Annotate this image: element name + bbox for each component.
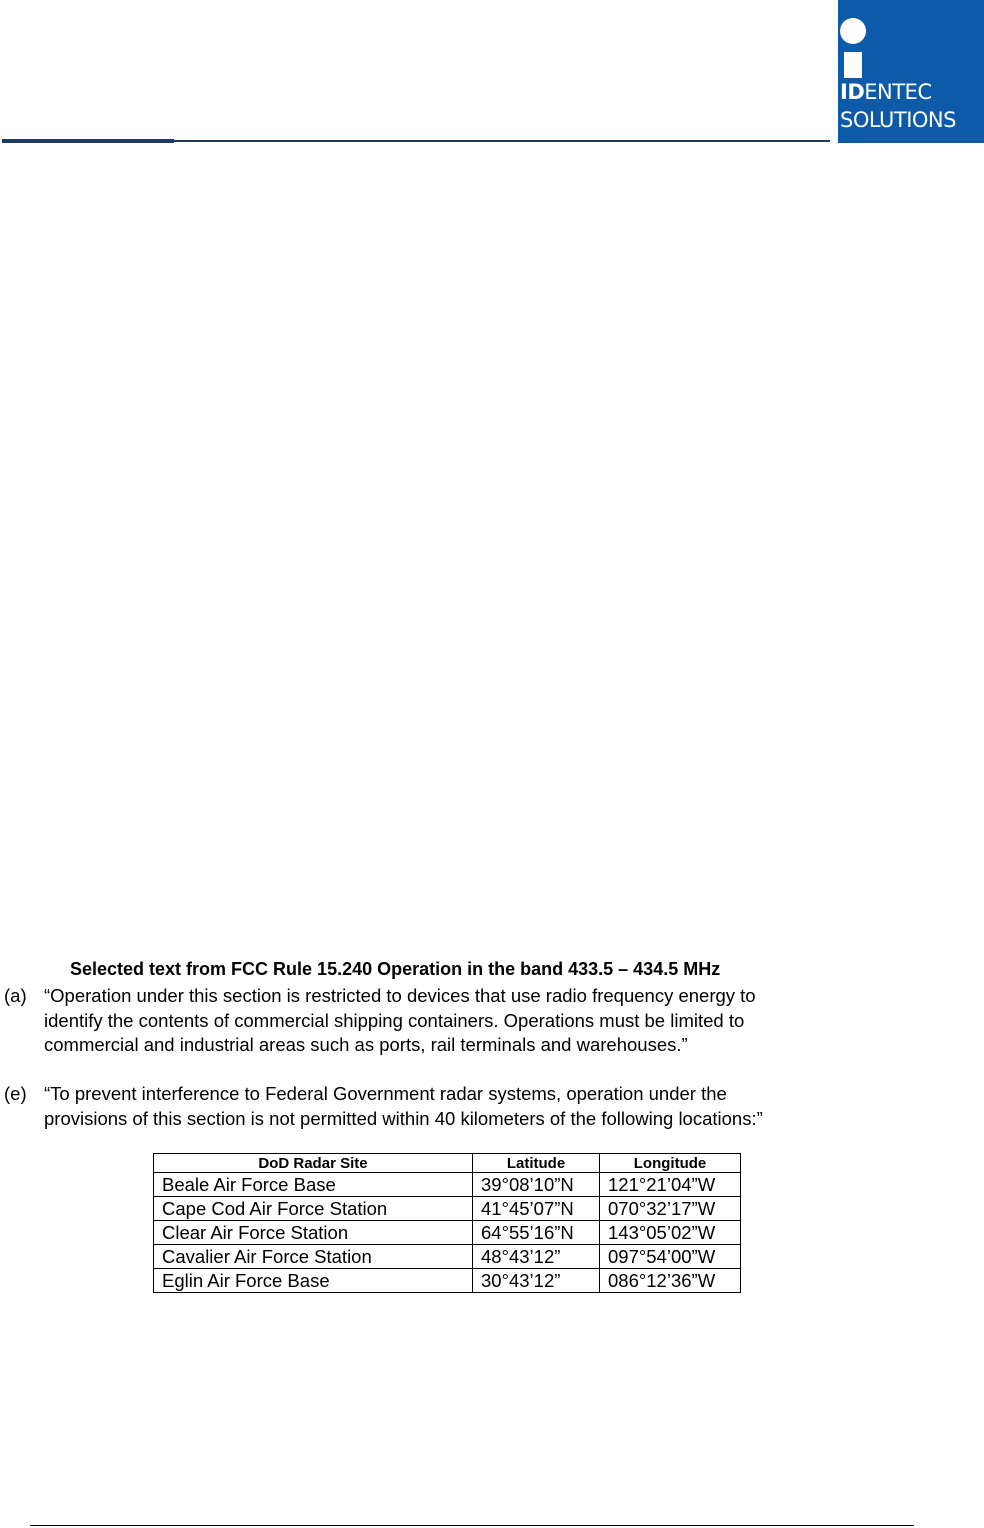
column-header-longitude: Longitude bbox=[600, 1154, 741, 1173]
footer-divider bbox=[30, 1525, 914, 1526]
paragraph-a bbox=[4, 984, 884, 1058]
table-row bbox=[154, 1197, 741, 1221]
site-cell: Cavalier Air Force Station bbox=[154, 1245, 473, 1269]
paragraph-a-line: identify the contents of commercial shipping containers. Operations must be limited to bbox=[44, 1009, 745, 1031]
latitude-cell: 30°43’12” bbox=[473, 1269, 600, 1293]
identec-solutions-logo bbox=[838, 0, 984, 143]
table-row bbox=[154, 1173, 741, 1197]
site-cell: Eglin Air Force Base bbox=[154, 1269, 473, 1293]
logo-text-line1 bbox=[840, 80, 932, 104]
paragraph-e-marker: (e) bbox=[4, 1083, 27, 1104]
table-row bbox=[154, 1221, 741, 1245]
excerpt-title: Selected text from FCC Rule 15.240 Operation in the band 433.5 – 434.5 MHz bbox=[70, 959, 721, 979]
longitude-cell: 070°32’17”W bbox=[600, 1197, 741, 1221]
table-row bbox=[154, 1245, 741, 1269]
header-divider-accent bbox=[2, 139, 174, 143]
site-cell: Cape Cod Air Force Station bbox=[154, 1197, 473, 1221]
paragraph-a-line: “Operation under this section is restricted to devices that use radio frequency energy to bbox=[44, 985, 756, 1006]
site-cell: Clear Air Force Station bbox=[154, 1221, 473, 1245]
site-cell: Beale Air Force Base bbox=[154, 1173, 473, 1197]
longitude-cell: 086°12’36”W bbox=[600, 1269, 741, 1293]
logo-dot-icon bbox=[840, 18, 866, 44]
latitude-cell: 48°43’12” bbox=[473, 1245, 600, 1269]
longitude-cell: 097°54’00”W bbox=[600, 1245, 741, 1269]
table-row bbox=[154, 1269, 741, 1293]
logo-text-entec: ENTEC bbox=[864, 80, 932, 104]
column-header-site: DoD Radar Site bbox=[154, 1154, 473, 1173]
latitude-cell: 39°08’10”N bbox=[473, 1173, 600, 1197]
latitude-cell: 41°45’07”N bbox=[473, 1197, 600, 1221]
logo-bar-icon bbox=[844, 52, 862, 78]
paragraph-e-line: “To prevent interference to Federal Government radar systems, operation under the bbox=[44, 1083, 727, 1104]
logo-text-line2: SOLUTIONS bbox=[840, 108, 956, 132]
dod-radar-sites-table bbox=[153, 1153, 741, 1293]
paragraph-e bbox=[4, 1082, 884, 1131]
paragraph-e-line: provisions of this section is not permitted within 40 kilometers of the following locations:” bbox=[44, 1107, 763, 1129]
latitude-cell: 64°55’16”N bbox=[473, 1221, 600, 1245]
logo-text-id: ID bbox=[840, 80, 865, 104]
paragraph-a-line: commercial and industrial areas such as ports, rail terminals and warehouses.” bbox=[44, 1034, 688, 1055]
table-header-row bbox=[154, 1154, 741, 1173]
longitude-cell: 143°05’02”W bbox=[600, 1221, 741, 1245]
longitude-cell: 121°21’04”W bbox=[600, 1173, 741, 1197]
column-header-latitude: Latitude bbox=[473, 1154, 600, 1173]
paragraph-a-marker: (a) bbox=[4, 985, 27, 1006]
